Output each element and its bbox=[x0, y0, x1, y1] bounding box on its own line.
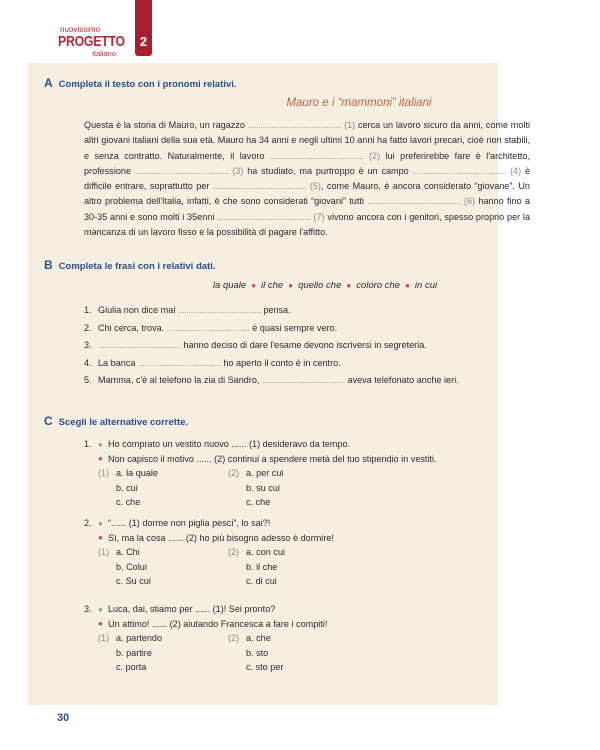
answer-option[interactable]: c. di cui bbox=[246, 576, 277, 586]
answer-option[interactable]: c. Su cui bbox=[116, 576, 151, 586]
answer-option[interactable]: a. con cui bbox=[246, 547, 285, 557]
bullet-icon: ● bbox=[288, 281, 294, 290]
answer-option[interactable]: a. che bbox=[246, 633, 271, 643]
item-number: 5. bbox=[84, 375, 92, 386]
answer-option[interactable]: b. cui bbox=[116, 482, 138, 493]
word-option: il che bbox=[261, 280, 284, 291]
option-group-label: (1) bbox=[98, 547, 110, 557]
blank-field[interactable]: ....................................... bbox=[177, 305, 261, 315]
item-number: 2. bbox=[84, 322, 92, 333]
answer-option[interactable]: a. per cui bbox=[246, 468, 284, 478]
word-option: quello che bbox=[298, 280, 342, 291]
answer-option[interactable]: b. su cui bbox=[246, 482, 280, 493]
blank-field[interactable]: ............................................ bbox=[134, 165, 229, 176]
text-segment: Questa è la storia di Mauro, un ragazzo bbox=[84, 120, 248, 130]
blank-number: (2) bbox=[369, 150, 381, 161]
exercise-item bbox=[84, 437, 437, 510]
bullet-icon: ● bbox=[98, 518, 103, 528]
text-segment: La banca bbox=[98, 357, 138, 368]
dialogue-line: Sì, ma la cosa ...... (2) ho più bisogno adesso è dormire! bbox=[108, 532, 334, 543]
logo-top-text: nuovissimo bbox=[60, 25, 101, 34]
blank-number: (4) bbox=[510, 165, 522, 176]
blank-field[interactable]: ............................................ bbox=[269, 150, 364, 161]
answer-option[interactable]: c. sto per bbox=[246, 662, 284, 672]
logo-main-text: PROGETTO bbox=[58, 33, 125, 50]
bullet-icon: ● bbox=[98, 439, 103, 449]
story-paragraph bbox=[84, 118, 530, 240]
answer-option[interactable]: b. partire bbox=[116, 647, 152, 658]
exercise-item bbox=[84, 602, 346, 675]
blank-number: (3) bbox=[232, 165, 244, 176]
answer-option[interactable]: c. porta bbox=[116, 662, 147, 672]
list-item bbox=[84, 323, 459, 341]
answer-option[interactable]: a. Chi bbox=[116, 547, 140, 557]
option-group-label: (1) bbox=[98, 468, 110, 478]
option-group-label: (2) bbox=[228, 468, 240, 478]
text-segment: Chi cerca, trova. bbox=[98, 322, 167, 333]
option-group-label: (2) bbox=[228, 633, 240, 643]
bullet-icon: ● bbox=[251, 281, 257, 290]
item-number: 1. bbox=[84, 305, 92, 315]
item-number: 3. bbox=[84, 604, 92, 615]
option-group-label: (2) bbox=[228, 547, 240, 557]
section-c-heading bbox=[44, 414, 188, 428]
dialogue-line: “...... (1) dorme non piglia pesci”, lo sai?! bbox=[108, 518, 271, 529]
answer-option[interactable]: b. sto bbox=[246, 647, 269, 658]
text-segment: Giulia non dice mai bbox=[98, 305, 178, 315]
word-bank bbox=[0, 280, 600, 291]
item-number: 3. bbox=[84, 340, 92, 351]
text-segment: hanno fino a 30-35 anni e sono molti i 35enni bbox=[84, 196, 531, 222]
book-logo bbox=[58, 25, 125, 58]
text-segment: lui preferirebbe fare è l'architetto, professione bbox=[84, 150, 530, 176]
word-option: coloro che bbox=[356, 280, 401, 291]
text-segment: ho aperto il conto è in centro. bbox=[220, 357, 341, 368]
text-segment: è quasi sempre vero. bbox=[249, 322, 338, 333]
word-option: la quale bbox=[212, 280, 247, 291]
blank-number: (1) bbox=[344, 120, 356, 130]
list-item bbox=[84, 375, 459, 393]
blank-field[interactable]: ....................................... bbox=[137, 357, 221, 368]
blank-field[interactable]: ............................................ bbox=[212, 181, 307, 192]
blank-field[interactable]: ............................................ bbox=[412, 165, 507, 176]
section-instruction: Completa le frasi con i relativi dati. bbox=[58, 261, 216, 272]
dialogue-line: Ho comprato un vestito nuovo ...... (1) desideravo da tempo. bbox=[108, 439, 351, 450]
bullet-icon: ● bbox=[405, 281, 410, 290]
story-title: Mauro e i “mammoni” italiani bbox=[286, 97, 432, 109]
bullet-icon: ● bbox=[98, 533, 103, 543]
item-number: 2. bbox=[84, 518, 92, 529]
list-item bbox=[84, 340, 459, 358]
text-segment: aveva telefonato anche ieri. bbox=[344, 375, 459, 386]
blank-number: (5) bbox=[309, 181, 321, 192]
dialogue-line: Non capisco il motivo ...... (2) continui a spendere metà del tuo stipendio in vestiti. bbox=[108, 453, 437, 464]
blank-field[interactable]: ............................................ bbox=[247, 120, 342, 130]
section-instruction: Completa il testo con i pronomi relativi. bbox=[58, 79, 237, 90]
section-instruction: Scegli le alternative corrette. bbox=[58, 417, 189, 428]
blank-field[interactable]: ....................................... bbox=[98, 340, 181, 351]
bullet-icon: ● bbox=[98, 454, 103, 464]
text-segment: è difficile entrare, soprattutto per bbox=[84, 165, 531, 192]
section-letter: A bbox=[44, 76, 53, 90]
dialogue-line: Un attimo! ...... (2) aiutando Francesca a fare i compiti! bbox=[108, 618, 328, 629]
blank-number: (7) bbox=[313, 211, 325, 222]
answer-options bbox=[98, 545, 346, 589]
list-item bbox=[84, 305, 459, 323]
section-letter: B bbox=[44, 258, 53, 272]
bullet-icon: ● bbox=[346, 281, 352, 290]
section-b-heading bbox=[44, 258, 215, 272]
option-group-label: (1) bbox=[98, 633, 110, 643]
blank-field[interactable]: ....................................... bbox=[166, 322, 250, 333]
text-segment: ha studiato, ma purtroppo è un campo bbox=[243, 165, 413, 176]
answer-option[interactable]: b. Colui bbox=[116, 561, 147, 572]
text-segment: cerca un lavoro sicuro da anni, come molti altri giovani italiani della sua età. Mauro ha 34 anni e negli ultimi 10 anni ha fatto lavori precari, cioè non stabili, e senza contratto. Naturalmente, il lavoro bbox=[84, 120, 530, 161]
answer-option[interactable]: a. la quale bbox=[116, 468, 158, 478]
item-number: 1. bbox=[84, 439, 92, 450]
unit-number-tab: 2 bbox=[135, 0, 152, 56]
logo-bottom-text: italiano bbox=[92, 49, 116, 58]
text-segment: pensa. bbox=[260, 305, 291, 315]
text-segment: Mamma, c'è al telefono la zia di Sandro, bbox=[98, 375, 262, 386]
blank-field[interactable]: ....................................... bbox=[262, 375, 345, 386]
bullet-icon: ● bbox=[98, 619, 103, 629]
bullet-icon: ● bbox=[98, 604, 103, 614]
blank-field[interactable]: ............................................ bbox=[217, 211, 311, 222]
text-segment: hanno deciso di dare l'esame devono iscriversi in segreteria. bbox=[180, 340, 427, 351]
section-a-heading bbox=[44, 76, 237, 90]
section-letter: C bbox=[44, 414, 53, 428]
text-segment: , come Mauro, è ancora considerato “giovane”. Un altro problema dell'Italia, infatti, è che sono considerati “giovani” tutti bbox=[84, 181, 530, 207]
word-option: in cui bbox=[414, 280, 438, 291]
exercise-item bbox=[84, 516, 346, 589]
page-number: 30 bbox=[57, 712, 70, 724]
item-number: 4. bbox=[84, 357, 92, 368]
answer-option[interactable]: c. che bbox=[116, 497, 141, 507]
answer-option[interactable]: c. che bbox=[246, 497, 271, 507]
blank-number: (6) bbox=[464, 196, 476, 207]
blank-field[interactable]: ............................................ bbox=[367, 196, 461, 207]
dialogue-line: Luca, dai, stiamo per ...... (1)! Sei pronto? bbox=[108, 604, 276, 615]
list-item bbox=[84, 358, 459, 376]
answer-option[interactable]: b. il che bbox=[246, 561, 278, 572]
answer-options bbox=[98, 466, 437, 510]
text-segment: vivono ancora con i genitori, spesso proprio per la mancanza di un lavoro fisso e la possibilità di pagare l'affitto. bbox=[84, 211, 530, 238]
sentence-list bbox=[84, 305, 459, 393]
answer-option[interactable]: a. partendo bbox=[116, 633, 163, 643]
answer-options bbox=[98, 631, 346, 675]
